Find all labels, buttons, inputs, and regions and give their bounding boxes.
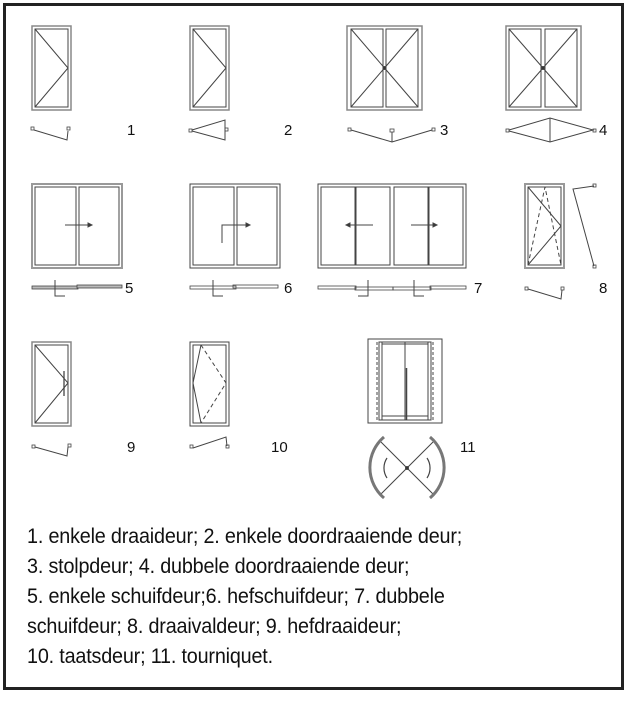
label-5: 5 [125, 280, 134, 297]
label-8: 8 [599, 280, 608, 297]
caption-line: 1. enkele draaideur; 2. enkele doordraaiende deur; [27, 524, 463, 548]
door-8-side-plan [573, 184, 596, 268]
door-9-elevation [32, 342, 71, 426]
door-4-elevation [506, 26, 581, 110]
label-11: 11 [460, 439, 476, 456]
door-4-plan [506, 118, 596, 142]
label-10: 10 [271, 439, 288, 456]
door-11-elevation [368, 339, 442, 423]
door-7-plan [318, 280, 466, 296]
label-1: 1 [127, 122, 136, 139]
door-8-elevation [525, 184, 564, 268]
door-7-elevation [318, 184, 466, 268]
door-5-plan [32, 280, 122, 296]
door-10-plan [190, 437, 229, 448]
door-9-plan [32, 444, 71, 456]
door-8-plan [525, 287, 564, 299]
door-3-plan [348, 128, 435, 142]
label-6: 6 [284, 280, 293, 297]
figure-caption [27, 521, 561, 671]
door-11-plan [370, 437, 444, 498]
door-6-elevation [190, 184, 280, 268]
label-7: 7 [474, 280, 483, 297]
caption-line: 10. taatsdeur; 11. tourniquet. [27, 644, 273, 668]
label-4: 4 [599, 122, 608, 139]
label-2: 2 [284, 122, 293, 139]
door-5-elevation [32, 184, 122, 268]
door-1-plan [31, 127, 70, 140]
door-10-elevation [190, 342, 229, 426]
caption-line: 5. enkele schuifdeur;6. hefschuifdeur; 7. dubbele [27, 584, 445, 608]
door-2-elevation [190, 26, 229, 110]
door-3-elevation [347, 26, 422, 110]
caption-line: schuifdeur; 8. draaivaldeur; 9. hefdraaideur; [27, 614, 402, 638]
door-6-plan [190, 280, 278, 296]
door-2-plan [189, 120, 228, 140]
label-3: 3 [440, 122, 449, 139]
caption-line: 3. stolpdeur; 4. dubbele doordraaiende deur; [27, 554, 410, 578]
door-1-elevation [32, 26, 71, 110]
label-9: 9 [127, 439, 136, 456]
